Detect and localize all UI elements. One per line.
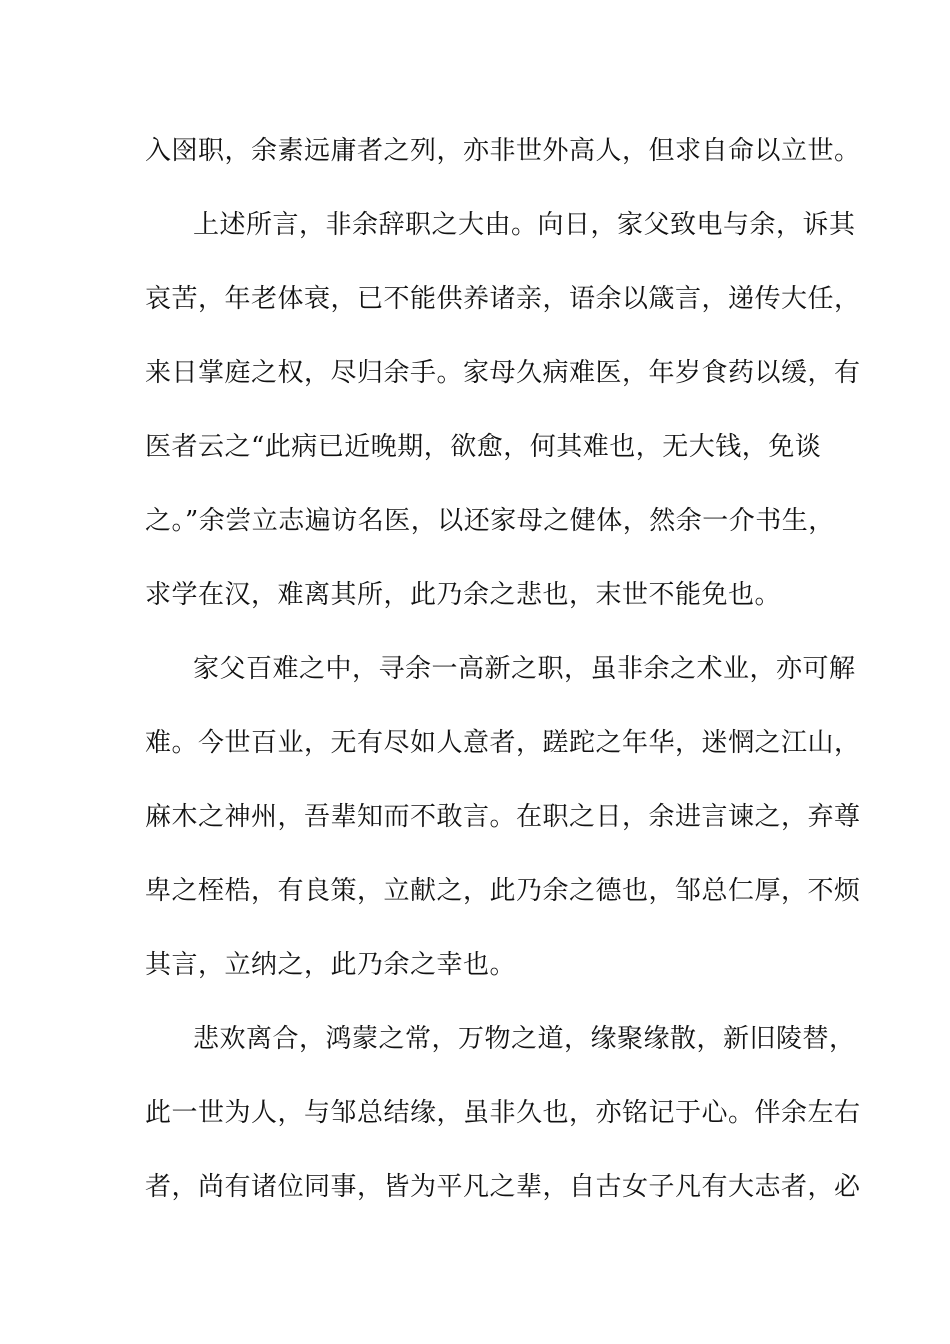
text-line-14: 此一世为人，与邹总结缘，虽非久也，亦铭记于心。伴余左右 [145, 1098, 861, 1128]
text-line-1: 入囹职，余素远庸者之列，亦非世外高人，但求自命以立世。 [145, 136, 861, 166]
text-line-13: 悲欢离合，鸿蒙之常，万物之道，缘聚缘散，新旧陵替， [193, 1024, 856, 1054]
text-line-10: 麻木之神州，吾辈知而不敢言。在职之日，余进言谏之，弃尊 [145, 802, 861, 832]
text-line-3: 哀苦，年老体衰，已不能供养诸亲，语余以箴言，递传大任， [145, 284, 861, 314]
text-line-4: 来日掌庭之权，尽归余手。家母久病难医，年岁食药以缓，有 [145, 358, 861, 388]
text-line-7: 求学在汉，难离其所，此乃余之悲也，末世不能免也。 [145, 580, 782, 610]
text-line-2: 上述所言，非余辞职之大由。向日，家父致电与余，诉其 [193, 210, 856, 240]
document-body [145, 127, 861, 1237]
text-line-15: 者，尚有诸位同事，皆为平凡之辈，自古女子凡有大志者，必 [145, 1172, 861, 1202]
text-line-5: 医者云之“此病已近晚期，欲愈，何其难也，无大钱，免谈 [145, 432, 822, 462]
text-line-9: 难。今世百业，无有尽如人意者，蹉跎之年华，迷惘之江山， [145, 728, 861, 758]
text-line-11: 卑之桎梏，有良策，立献之，此乃余之德也，邹总仁厚，不烦 [145, 876, 861, 906]
text-line-8: 家父百难之中，寻余一高新之职，虽非余之术业，亦可解 [193, 654, 856, 684]
text-line-12: 其言，立纳之，此乃余之幸也。 [145, 950, 517, 980]
text-line-6: 之。”余尝立志遍访名医，以还家母之健体，然余一介书生， [145, 506, 835, 536]
